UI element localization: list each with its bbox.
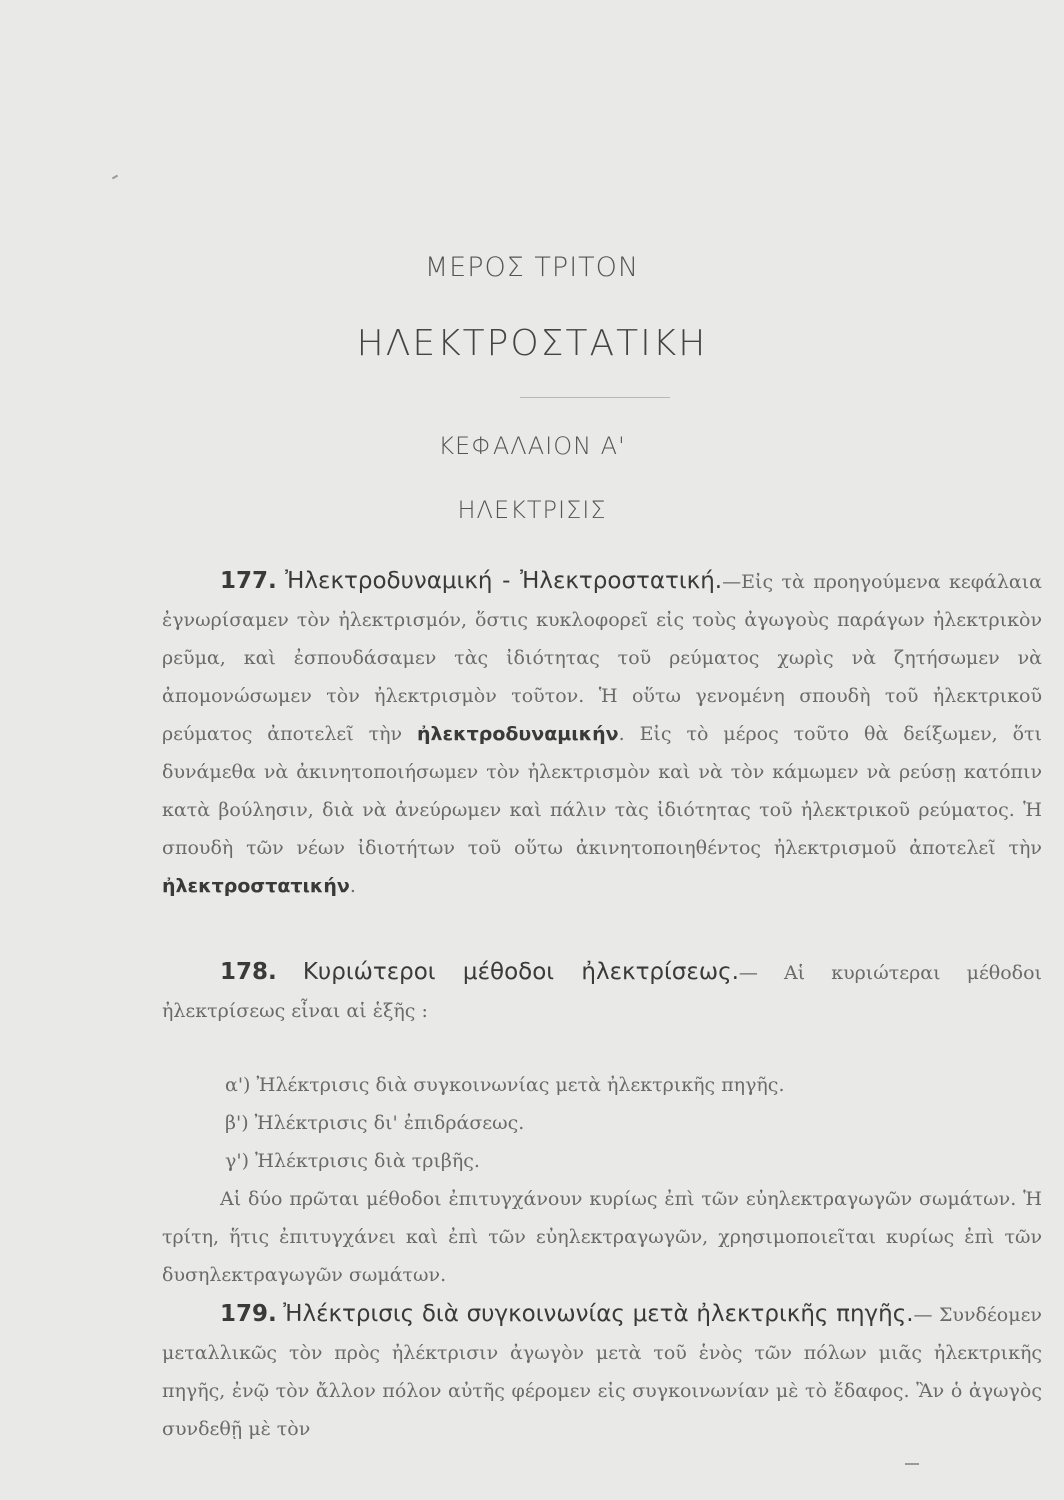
section-heading: Ἠλεκτροδυναμική - Ἠλεκτροστατική. [285, 568, 723, 594]
section-178-paragraph [162, 953, 1042, 1030]
list-item: α') Ἠλέκτρισις διὰ συγκοινωνίας μετὰ ἠλεκτρικῆς πηγῆς. [225, 1074, 785, 1096]
bold-term: ἠλεκτροδυναμικήν [416, 723, 619, 745]
section-text: . [349, 875, 356, 897]
section-text: — Αἱ κυριώτεραι μέθοδοι ἠλεκτρίσεως εἶναι αἱ ἑξῆς : [162, 962, 1042, 1022]
part-title: ΗΛΕΚΤΡΟΣΤΑΤΙΚΗ [356, 323, 708, 364]
section-179-paragraph [162, 1295, 1042, 1448]
section-text: —Εἰς τὰ προηγούμενα κεφάλαια ἐγνωρίσαμεν τὸν ἠλεκτρισμόν, ὅστις κυκλοφορεῖ εἰς τοὺς ἀγωγοὺς παράγων ἠλεκτρικὸν ρεῦμα, καὶ ἐσπουδάσαμεν τὰς ἰδιότητας τοῦ ρεύματος χωρὶς νὰ ζητήσωμεν νὰ ἀπομονώσωμεν τὸν ἠλεκτρισμὸν τοῦτον. Ἡ οὕτω γενομένη σπουδὴ τοῦ ἠλεκτρικοῦ ρεύματος ἀποτελεῖ τὴν [162, 571, 1043, 745]
title-divider [520, 397, 670, 398]
section-heading: Ἠλέκτρισις διὰ συγκοινωνίας μετὰ ἠλεκτρικῆς πηγῆς. [283, 1301, 914, 1327]
section-number: 178. [220, 959, 277, 985]
section-178-continuation: Αἱ δύο πρῶται μέθοδοι ἐπιτυγχάνουν κυρίως ἐπὶ τῶν εὐηλεκτραγωγῶν σωμάτων. Ἡ τρίτη, ἥτις ἐπιτυγχάνει καὶ ἐπὶ τῶν εὐηλεκτραγωγῶν, χρησιμοποιεῖται κυρίως ἐπὶ τῶν δυσηλεκτραγωγῶν σωμάτων. [162, 1188, 1042, 1286]
section-heading: Κυριώτεροι μέθοδοι ἠλεκτρίσεως. [302, 959, 739, 985]
section-177-paragraph [162, 562, 1042, 905]
chapter-label: ΚΕΦΑΛΑΙΟΝ Α' [438, 432, 626, 460]
chapter-title: ΗΛΕΚΤΡΙΣΙΣ [457, 496, 607, 524]
section-text: — Συνδέομεν μεταλλικῶς τὸν πρὸς ἠλέκτρισιν ἀγωγὸν μετὰ τοῦ ἑνὸς τῶν πόλων μιᾶς ἠλεκτρικῆς πηγῆς, ἐνῷ τὸν ἄλλον πόλον αὐτῆς φέρομεν εἰς συγκοινωνίαν μὲ τὸ ἔδαφος. Ἂν ὁ ἀγωγὸς συνδεθῇ μὲ τὸν [162, 1304, 1042, 1440]
scan-speck [905, 1463, 919, 1465]
section-number: 179. [220, 1301, 277, 1327]
list-item: β') Ἠλέκτρισις δι' ἐπιδράσεως. [225, 1112, 525, 1134]
section-text: . Εἰς τὸ μέρος τοῦτο θὰ δείξωμεν, ὅτι δυνάμεθα νὰ ἀκινητοποιήσωμεν τὸν ἠλεκτρισμὸν καὶ νὰ τὸν κάμωμεν νὰ ρεύσῃ κατόπιν κατὰ βούλησιν, διὰ νὰ ἀνεύρωμεν καὶ πάλιν τὰς ἰδιότητας τοῦ ἠλεκτρικοῦ ρεύματος. Ἡ σπουδὴ τῶν νέων ἰδιοτήτων τοῦ οὕτω ἀκινητοποιηθέντος ἠλεκτρισμοῦ ἀποτελεῖ τὴν [162, 723, 1042, 859]
scan-speck [112, 175, 118, 180]
list-item: γ') Ἠλέκτρισις διὰ τριβῆς. [225, 1150, 480, 1172]
methods-list [225, 1066, 1045, 1180]
section-number: 177. [220, 568, 277, 594]
part-label: ΜΕΡΟΣ ΤΡΙΤΟΝ [424, 252, 640, 283]
bold-term: ἠλεκτροστατικήν [162, 875, 350, 897]
